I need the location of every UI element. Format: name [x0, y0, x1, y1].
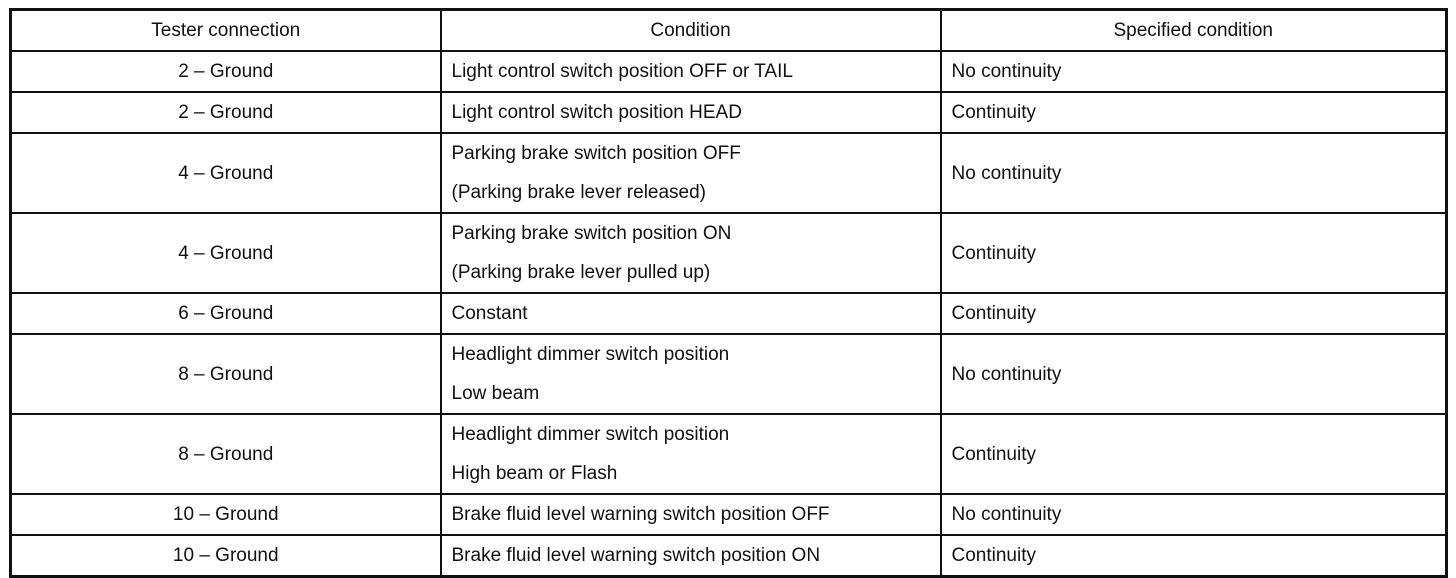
tester-connection-cell: 2 – Ground — [11, 51, 441, 92]
condition-line: High beam or Flash — [451, 463, 618, 484]
condition-cell — [441, 51, 941, 92]
tester-connection-cell: 10 – Ground — [11, 535, 441, 577]
specified-condition-cell: Continuity — [941, 293, 1447, 334]
header-condition: Condition — [441, 10, 941, 52]
condition-line: Brake fluid level warning switch position ON — [451, 545, 821, 566]
condition-cell — [441, 414, 941, 494]
table-row — [11, 51, 1447, 92]
table-row — [11, 494, 1447, 535]
condition-line: Light control switch position OFF or TAIL — [451, 61, 793, 82]
specified-condition-cell: Continuity — [941, 213, 1447, 293]
table-row — [11, 293, 1447, 334]
specified-condition-cell: No continuity — [941, 133, 1447, 213]
table-row — [11, 535, 1447, 577]
header-specified-condition: Specified condition — [941, 10, 1447, 52]
table-row — [11, 334, 1447, 414]
condition-line: (Parking brake lever pulled up) — [451, 262, 711, 283]
condition-cell — [441, 535, 941, 577]
tester-connection-cell: 2 – Ground — [11, 92, 441, 133]
table-row — [11, 92, 1447, 133]
condition-cell — [441, 213, 941, 293]
specified-condition-cell: No continuity — [941, 51, 1447, 92]
table-row — [11, 133, 1447, 213]
specified-condition-cell: No continuity — [941, 334, 1447, 414]
tester-connection-cell: 8 – Ground — [11, 414, 441, 494]
condition-cell — [441, 494, 941, 535]
condition-cell — [441, 133, 941, 213]
specified-condition-cell: Continuity — [941, 535, 1447, 577]
continuity-spec-table — [9, 8, 1448, 578]
condition-line: Constant — [451, 303, 528, 324]
condition-cell — [441, 92, 941, 133]
tester-connection-cell: 4 – Ground — [11, 133, 441, 213]
tester-connection-cell: 6 – Ground — [11, 293, 441, 334]
condition-line: Light control switch position HEAD — [451, 102, 742, 123]
specified-condition-cell: Continuity — [941, 414, 1447, 494]
condition-line: Low beam — [451, 383, 540, 404]
header-tester-connection: Tester connection — [11, 10, 441, 52]
condition-line: Headlight dimmer switch position — [451, 344, 730, 365]
condition-cell — [441, 293, 941, 334]
tester-connection-cell: 8 – Ground — [11, 334, 441, 414]
condition-line: (Parking brake lever released) — [451, 182, 707, 203]
table-row — [11, 213, 1447, 293]
header-row — [11, 10, 1447, 52]
table-body — [11, 51, 1447, 577]
specified-condition-cell: No continuity — [941, 494, 1447, 535]
condition-line: Parking brake switch position OFF — [451, 143, 741, 164]
specified-condition-cell: Continuity — [941, 92, 1447, 133]
table-header — [11, 10, 1447, 52]
condition-line: Parking brake switch position ON — [451, 223, 732, 244]
tester-connection-cell: 4 – Ground — [11, 213, 441, 293]
condition-cell — [441, 334, 941, 414]
condition-line: Brake fluid level warning switch position OFF — [451, 504, 830, 525]
table-row — [11, 414, 1447, 494]
condition-line: Headlight dimmer switch position — [451, 424, 730, 445]
tester-connection-cell: 10 – Ground — [11, 494, 441, 535]
